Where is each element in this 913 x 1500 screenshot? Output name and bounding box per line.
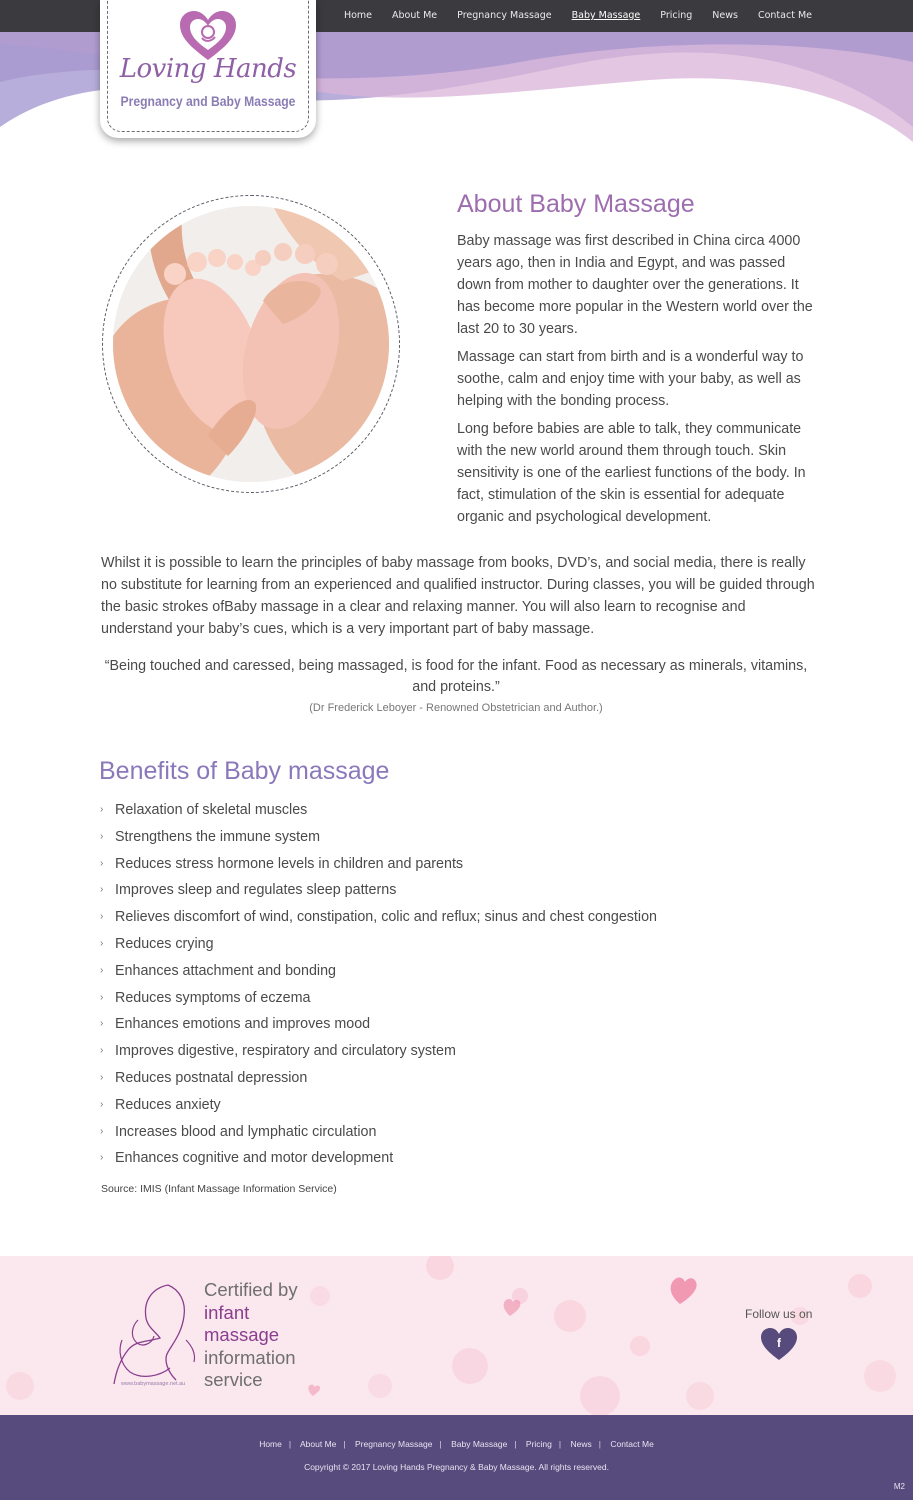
benefit-label: Relieves discomfort of wind, constipation, colic and reflux; sinus and chest congestion [115,909,657,926]
nav-about-me[interactable]: About Me [392,10,438,21]
benefit-label: Enhances emotions and improves mood [115,1016,371,1033]
nav-pricing[interactable]: Pricing [660,10,693,21]
list-item [100,824,657,851]
footer-link-pregnancy-massage[interactable]: Pregnancy Massage [354,1439,433,1449]
mother-baby-line-art-icon [108,1280,200,1390]
nav-contact-me[interactable]: Contact Me [757,10,812,21]
benefit-label: Relaxation of skeletal muscles [115,802,308,818]
chevron-right-icon: › [100,1071,104,1083]
chevron-right-icon: › [100,857,104,869]
quote-citation: (Dr Frederick Leboyer - Renowned Obstetrician and Author.) [309,702,603,714]
list-item [100,1065,657,1092]
list-item [100,877,657,904]
chevron-right-icon: › [100,884,104,896]
logo-title: Loving Hands [119,54,297,84]
certified-line: Certified by [204,1279,298,1300]
benefits-list [100,797,657,1172]
benefits-source: Source: IMIS (Infant Massage Information Service) [101,1183,337,1195]
list-item [100,931,657,958]
nav-pregnancy-massage[interactable]: Pregnancy Massage [457,10,552,21]
instructor-paragraph: Whilst it is possible to learn the principles of baby massage from books, DVD’s, and social media, there is really no substitute for learning from an experienced and qualified instructor. During classes, you will be guided through the basic strokes ofBaby massage in a clear and relaxing manner. You will also learn to recognise and understand your baby’s cues, which is a very important part of baby massage. [101,555,815,637]
benefit-label: Improves sleep and regulates sleep patterns [115,882,397,899]
chevron-right-icon: › [100,804,104,815]
about-paragraph: Massage can start from birth and is a wonderful way to soothe, calm and enjoy time with your baby, as well as helping with the bonding process. [457,349,804,409]
footer-link-contact-me[interactable]: Contact Me [610,1439,654,1449]
chevron-right-icon: › [100,830,104,842]
leboyer-quote: “Being touched and caressed, being massaged, is food for the infant. Food as necessary as minerals, vitamins, and proteins.” [104,658,808,695]
list-item [100,1145,657,1172]
about-paragraph: Long before babies are able to talk, they communicate with the new world around them through touch. Skin sensitivity is one of the earliest functions of the body. In fact, stimulation of the skin is essential for adequate organic and psychological development. [457,421,806,525]
chevron-right-icon: › [100,1152,104,1164]
benefit-label: Increases blood and lymphatic circulation [115,1123,377,1140]
chevron-right-icon: › [100,964,104,976]
logo-subtitle: Pregnancy and Baby Massage [120,94,296,109]
benefit-label: Reduces postnatal depression [115,1069,308,1086]
m2-badge[interactable]: M2 [893,1482,905,1491]
footer-link-pricing[interactable]: Pricing [525,1439,552,1449]
benefit-label: Reduces stress hormone levels in children and parents [115,855,464,872]
logo[interactable] [100,0,316,138]
benefit-label: Strengthens the immune system [115,828,321,845]
copyright: Copyright © 2017 Loving Hands Pregnancy & Baby Massage. All rights reserved. [304,1462,609,1472]
list-item [100,797,657,824]
svg-text:f: f [777,1336,781,1350]
benefit-label: Reduces symptoms of eczema [115,989,311,1006]
chevron-right-icon: › [100,1045,104,1057]
list-item [100,904,657,931]
chevron-right-icon: › [100,991,104,1003]
list-item [100,1092,657,1119]
list-item [100,958,657,985]
benefit-label: Reduces crying [115,935,214,952]
baby-feet-hands-photo [113,206,389,482]
benefit-label: Reduces anxiety [115,1096,221,1113]
main-nav [324,0,812,32]
certified-by-imis-logo[interactable] [204,1279,298,1392]
certified-line: infant [204,1301,250,1323]
about-text [457,230,815,534]
chevron-right-icon: › [100,937,104,949]
benefits-title: Benefits of Baby massage [99,757,390,785]
nav-news[interactable]: News [712,10,738,21]
certified-line: information [204,1346,296,1368]
footer [0,1415,913,1500]
footer-link-home[interactable]: Home [259,1439,282,1449]
chevron-right-icon: › [100,1125,104,1137]
benefit-label: Improves digestive, respiratory and circulatory system [115,1043,456,1060]
imis-url: www.babymassage.net.au [121,1381,186,1387]
footer-nav: Home | About Me | Pregnancy Massage | Baby Massage | Pricing | News | Contact Me [259,1439,654,1449]
footer-link-about-me[interactable]: About Me [300,1439,337,1449]
facebook-heart-icon[interactable] [760,1327,798,1361]
benefit-label: Enhances attachment and bonding [115,962,336,979]
list-item [100,1038,657,1065]
list-item [100,1119,657,1146]
nav-baby-massage[interactable]: Baby Massage [571,10,641,21]
list-item [100,1011,657,1038]
list-item [100,985,657,1012]
benefit-label: Enhances cognitive and motor development [115,1150,394,1167]
certified-line: service [204,1369,263,1390]
nav-home[interactable]: Home [343,10,372,21]
about-paragraph: Baby massage was first described in China circa 4000 years ago, then in India and Egypt, and was passed down from mother to daughter over the generations. It has become more popular in the Western world over the last 20 to 30 years. [457,233,813,337]
chevron-right-icon: › [100,1018,104,1030]
follow-us-label: Follow us on [745,1307,813,1321]
list-item [100,851,657,878]
chevron-right-icon: › [100,1098,104,1110]
chevron-right-icon: › [100,911,104,923]
about-title: About Baby Massage [457,190,695,218]
footer-link-baby-massage[interactable]: Baby Massage [451,1439,508,1449]
certified-line: massage [204,1324,280,1345]
footer-link-news[interactable]: News [570,1439,592,1449]
